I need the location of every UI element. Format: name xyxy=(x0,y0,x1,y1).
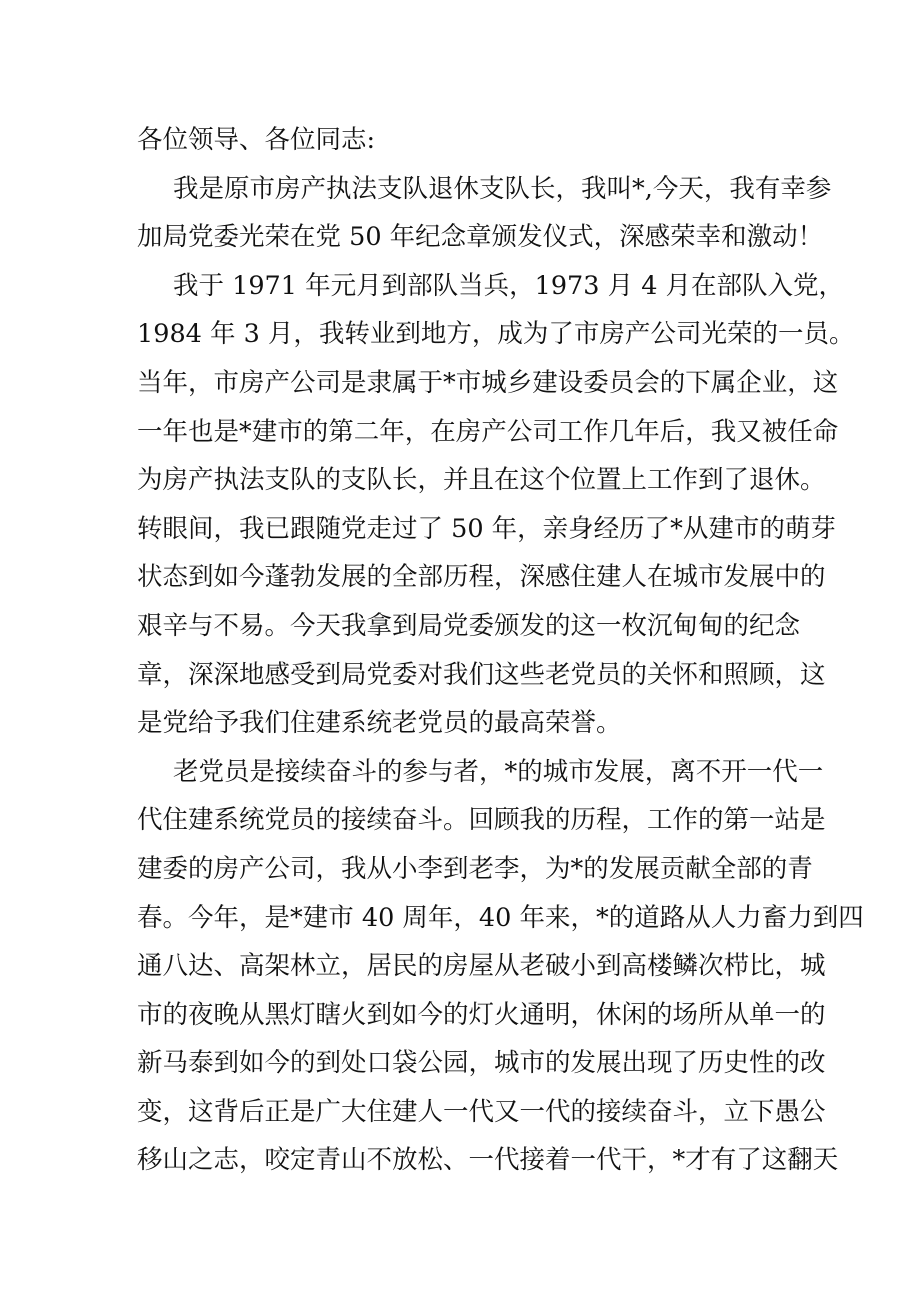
speech-text xyxy=(137,116,864,1185)
text-line-5: 1984 年 3 月，我转业到地方，成为了市房产公司光荣的一员。 xyxy=(137,319,855,350)
text-line-10: 状态到如今蓬勃发展的全部历程，深感住建人在城市发展中的 xyxy=(137,562,826,593)
text-line-12: 章，深深地感受到局党委对我们这些老党员的关怀和照顾，这 xyxy=(137,659,826,690)
text-line-17: 春。今年，是*建市 40 周年，40 年来，*的道路从人力畜力到四 xyxy=(137,902,864,933)
text-line-9: 转眼间，我已跟随党走过了 50 年，亲身经历了*从建市的萌芽 xyxy=(137,513,836,544)
text-line-19: 市的夜晚从黑灯瞎火到如今的灯火通明，休闲的场所从单一的 xyxy=(137,999,826,1030)
text-line-7: 一年也是*建市的第二年，在房产公司工作几年后，我又被任命 xyxy=(137,416,839,447)
text-line-2: 我是原市房产执法支队退休支队长，我叫*,今天，我有幸参 xyxy=(173,173,832,204)
text-line-22: 移山之志，咬定青山不放松、一代接着一代干，*才有了这翻天 xyxy=(137,1145,839,1176)
text-line-4: 我于 1971 年元月到部队当兵，1973 月 4 月在部队入党， xyxy=(173,270,845,301)
text-line-21: 变，这背后正是广大住建人一代又一代的接续奋斗，立下愚公 xyxy=(137,1096,826,1127)
text-line-8: 为房产执法支队的支队长，并且在这个位置上工作到了退休。 xyxy=(137,465,826,496)
text-line-15: 代住建系统党员的接续奋斗。回顾我的历程，工作的第一站是 xyxy=(137,805,826,836)
text-line-13: 是党给予我们住建系统老党员的最高荣誉。 xyxy=(137,708,622,739)
text-line-11: 艰辛与不易。今天我拿到局党委颁发的这一枚沉甸甸的纪念 xyxy=(137,610,801,641)
text-line-20: 新马泰到如今的到处口袋公园，城市的发展出现了历史性的改 xyxy=(137,1048,826,1079)
text-line-1: 各位领导、各位同志: xyxy=(137,125,376,155)
text-line-14: 老党员是接续奋斗的参与者，*的城市发展，离不开一代一 xyxy=(173,756,824,787)
text-line-16: 建委的房产公司，我从小李到老李，为*的发展贡献全部的青 xyxy=(137,853,813,884)
text-line-6: 当年，市房产公司是隶属于*市城乡建设委员会的下属企业，这 xyxy=(137,367,839,398)
text-line-3: 加局党委光荣在党 50 年纪念章颁发仪式，深感荣幸和激动！ xyxy=(137,222,824,253)
text-line-18: 通八达、高架林立，居民的房屋从老破小到高楼鳞次栉比，城 xyxy=(137,951,826,982)
